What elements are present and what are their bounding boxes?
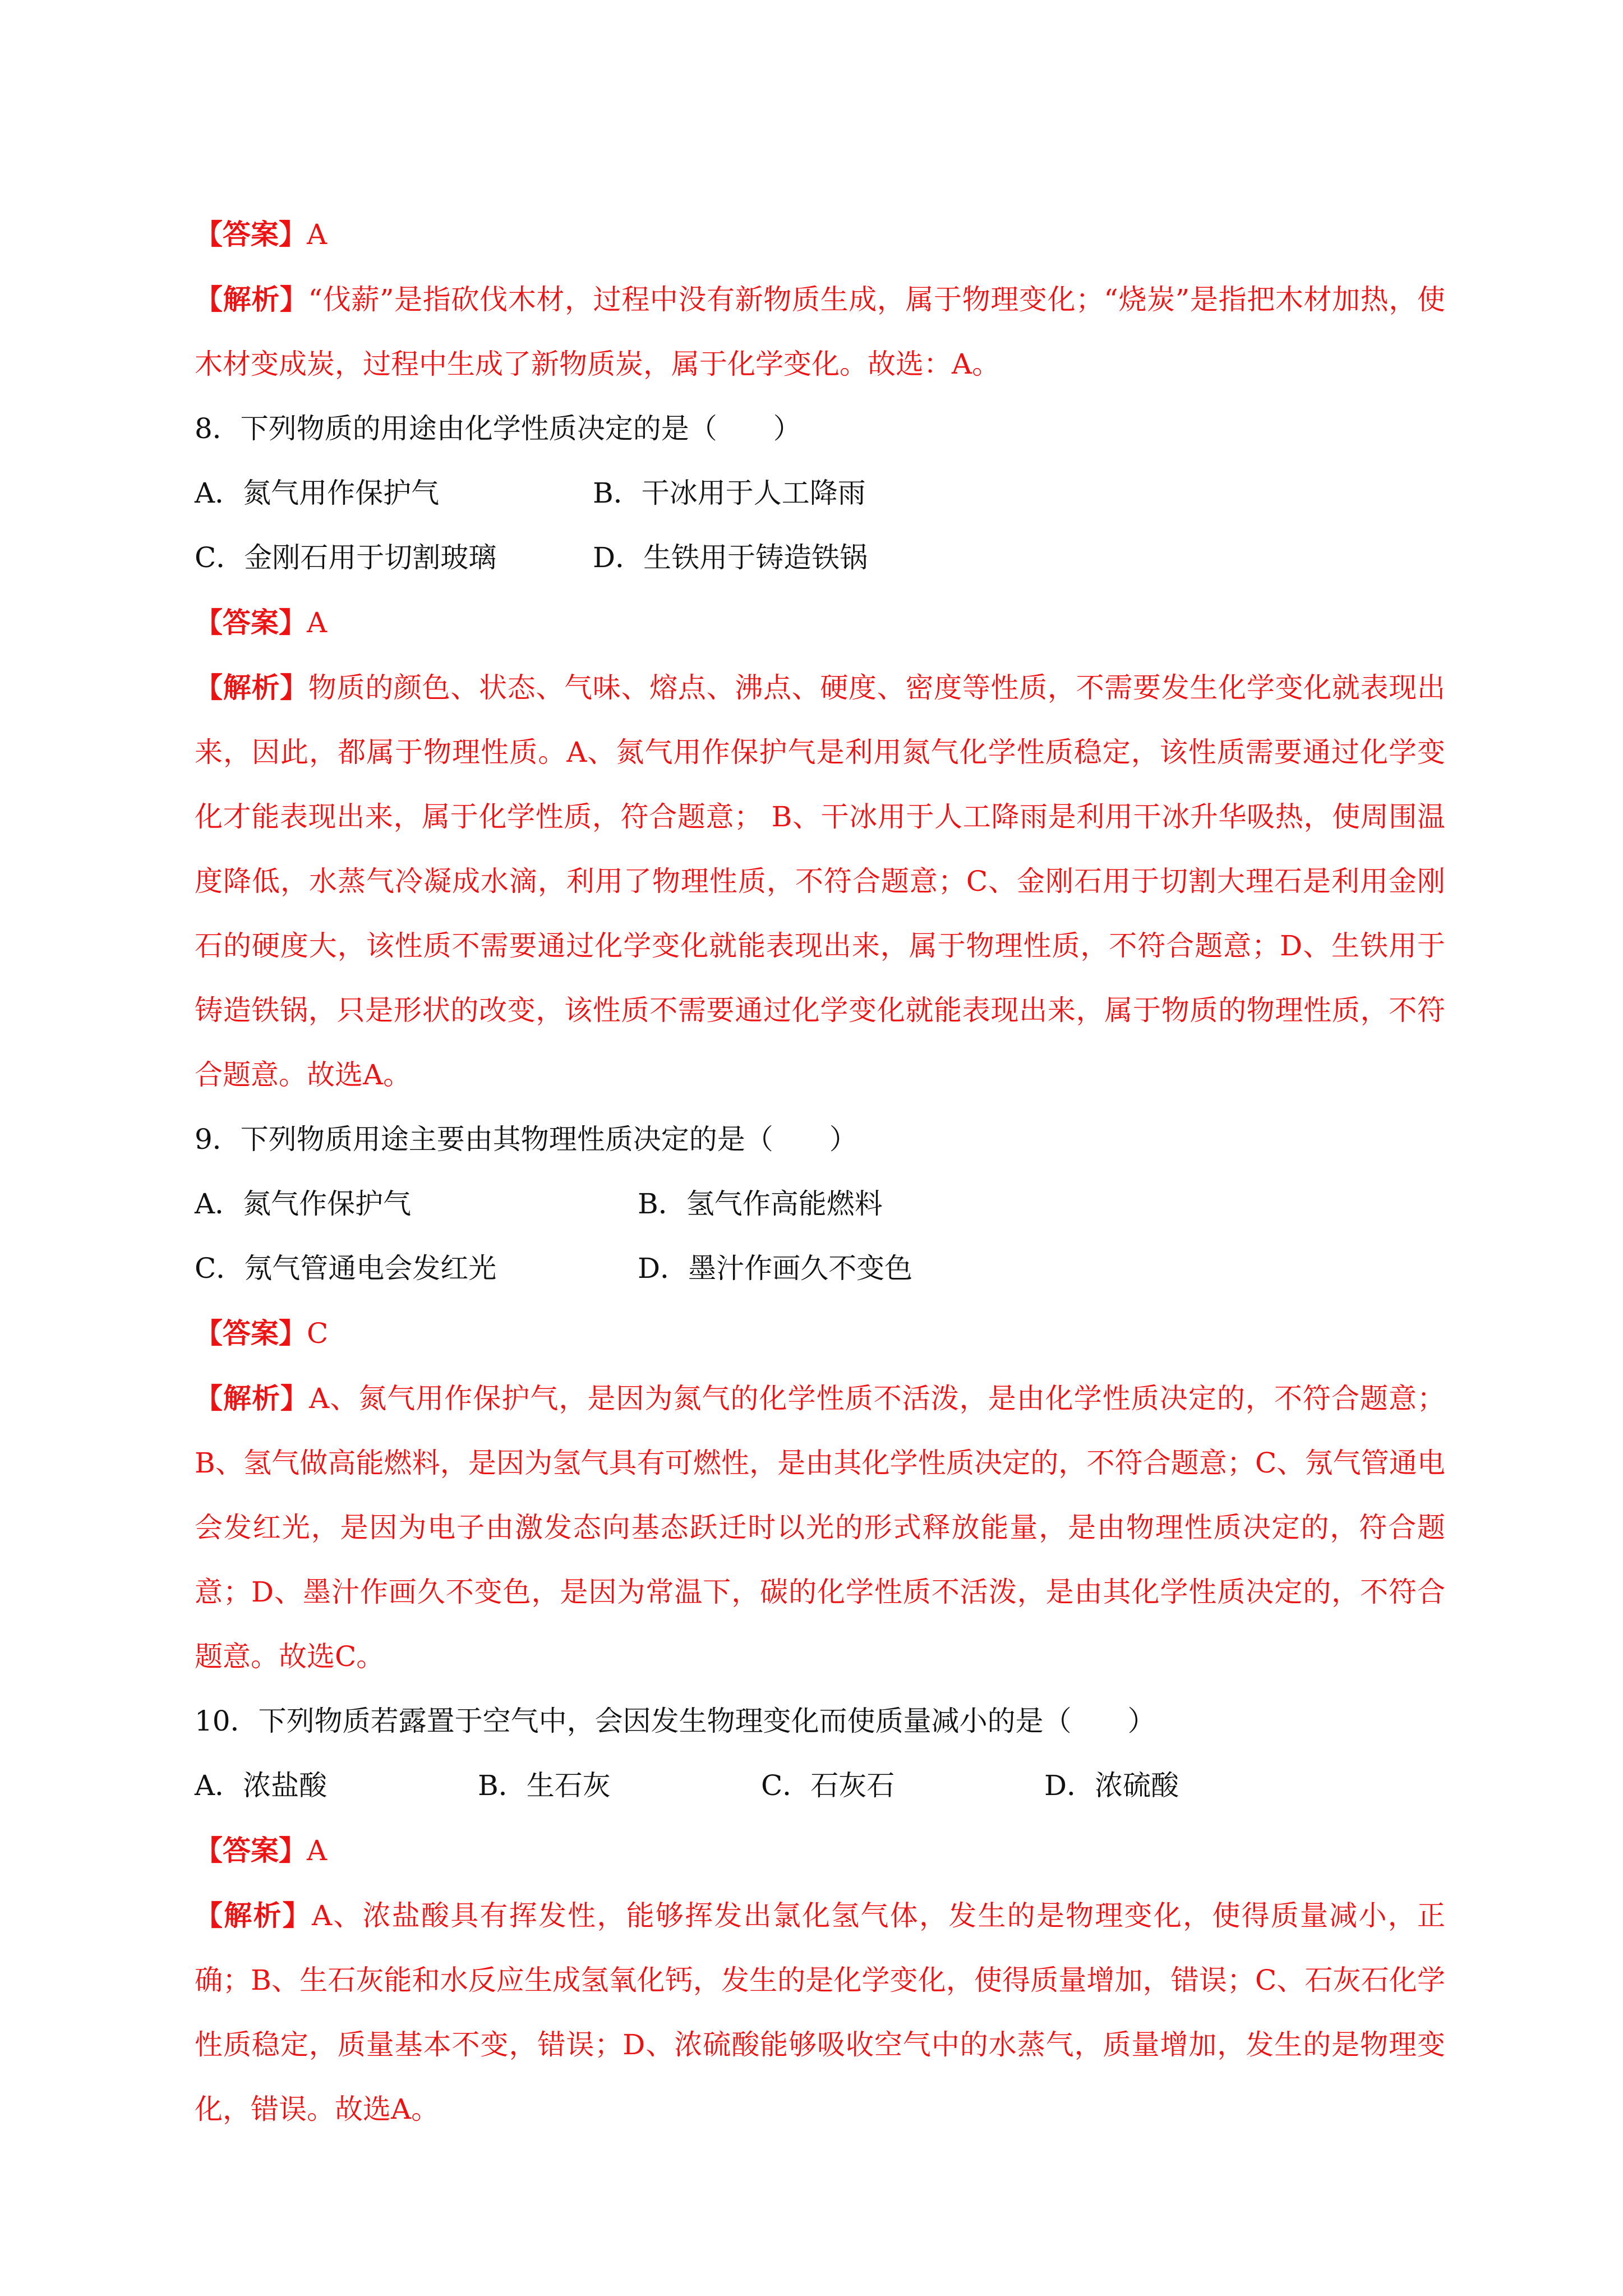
q8-options-row-1 [195, 461, 1445, 526]
q10-answer-value: A [307, 1834, 328, 1867]
q8-answer-line [195, 590, 1445, 655]
analysis-label: 【解析】 [195, 1382, 310, 1415]
q7-answer-value: A [307, 218, 328, 251]
answer-label: 【答案】 [195, 1317, 307, 1350]
analysis-label: 【解析】 [195, 1899, 312, 1932]
q9-option-c: C．氖气管通电会发红光 [195, 1252, 497, 1285]
q9-options-row-1 [195, 1172, 1445, 1236]
q9-answer-value: C [307, 1317, 329, 1350]
q9-analysis [195, 1366, 1445, 1689]
q9-option-a: A．氮气作保护气 [195, 1188, 412, 1220]
q9-analysis-text: A、氮气用作保护气，是因为氮气的化学性质不活泼，是由化学性质决定的，不符合题意；B、氢气做高能燃料，是因为氢气具有可燃性，是由其化学性质决定的，不符合题意；C、氖气管通电会发红光，是因为电子由激发态向基态跃迁时以光的形式释放能量，是由物理性质决定的，符合题意；D、墨汁作画久不变色，是因为常温下，碳的化学性质不活泼，是由其化学性质决定的，不符合题意。故选C。 [195, 1382, 1446, 1673]
q9-options-row-2 [195, 1236, 1445, 1301]
q10-option-a: A．浓盐酸 [195, 1769, 328, 1802]
page-content [195, 202, 1445, 2142]
analysis-label: 【解析】 [195, 283, 308, 316]
q7-answer-line [195, 202, 1445, 267]
q8-stem: 8．下列物质的用途由化学性质决定的是（ ） [195, 412, 801, 445]
q8-analysis-text: 物质的颜色、状态、气味、熔点、沸点、硬度、密度等性质，不需要发生化学变化就表现出来，因此，都属于物理性质。A、氮气用作保护气是利用氮气化学性质稳定，该性质需要通过化学变化才能表现出来，属于化学性质，符合题意； B、干冰用于人工降雨是利用干冰升华吸热，使周围温度降低，水蒸气冷凝成水滴，利用了物理性质，不符合题意；C、金刚石用于切割大理石是利用金刚石的硬度大，该性质不需要通过化学变化就能表现出来，属于物理性质，不符合题意；D、生铁用于铸造铁锅，只是形状的改变，该性质不需要通过化学变化就能表现出来，属于物质的物理性质，不符合题意。故选A。 [195, 671, 1446, 1091]
q8-option-d: D．生铁用于铸造铁锅 [593, 541, 868, 574]
answer-label: 【答案】 [195, 218, 307, 251]
q10-option-b: B．生石灰 [478, 1769, 611, 1802]
q8-answer-value: A [307, 606, 328, 639]
analysis-label: 【解析】 [195, 671, 308, 704]
q10-stem: 10．下列物质若露置于空气中，会因发生物理变化而使质量减小的是（ ） [195, 1705, 1156, 1737]
q8-option-a: A．氮气用作保护气 [195, 477, 440, 509]
q8-analysis [195, 655, 1445, 1107]
q10-analysis [195, 1883, 1445, 2142]
q10-option-d: D．浓硫酸 [1044, 1769, 1179, 1802]
q10-analysis-text: A、浓盐酸具有挥发性，能够挥发出氯化氢气体，发生的是物理变化，使得质量减小，正确；B、生石灰能和水反应生成氢氧化钙，发生的是化学变化，使得质量增加，错误；C、石灰石化学性质稳定，质量基本不变，错误；D、浓硫酸能够吸收空气中的水蒸气，质量增加，发生的是物理变化，错误。故选A。 [195, 1899, 1446, 2125]
q9-stem: 9．下列物质用途主要由其物理性质决定的是（ ） [195, 1123, 857, 1156]
q7-analysis [195, 267, 1445, 397]
q10-answer-line [195, 1818, 1445, 1883]
q9-option-d: D．墨汁作画久不变色 [638, 1252, 913, 1285]
answer-label: 【答案】 [195, 1834, 307, 1867]
q8-option-b: B．干冰用于人工降雨 [593, 477, 866, 509]
q9-answer-line [195, 1301, 1445, 1366]
q8-option-c: C．金刚石用于切割玻璃 [195, 541, 497, 574]
q8-options-row-2 [195, 526, 1445, 590]
answer-label: 【答案】 [195, 606, 307, 639]
q10-option-c: C．石灰石 [761, 1769, 895, 1802]
q10-options-row [195, 1754, 1445, 1818]
q9-option-b: B．氢气作高能燃料 [638, 1188, 883, 1220]
q7-analysis-text: “伐薪”是指砍伐木材，过程中没有新物质生成，属于物理变化；“烧炭”是指把木材加热，使木材变成炭，过程中生成了新物质炭，属于化学变化。故选：A。 [195, 283, 1446, 380]
